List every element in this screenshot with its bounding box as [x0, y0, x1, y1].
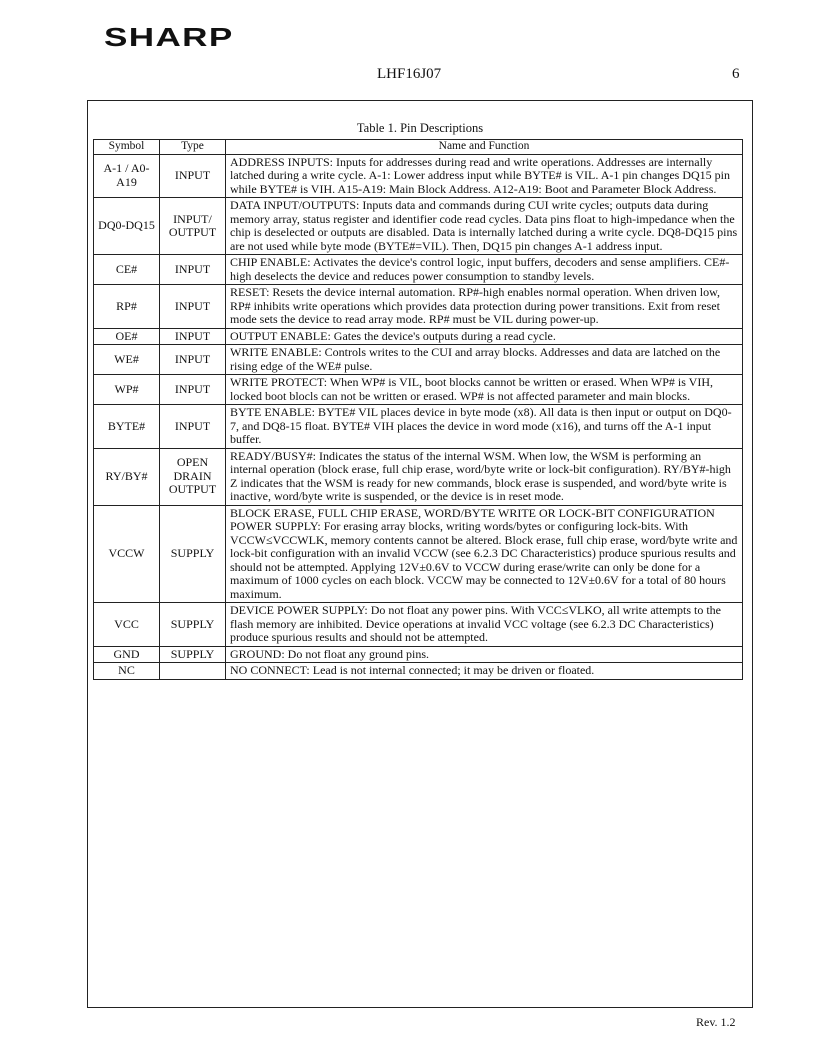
pin-function: NO CONNECT: Lead is not internal connected; it may be driven or floated.: [226, 663, 743, 680]
pin-symbol: VCCW: [94, 505, 160, 603]
table-row: [94, 375, 743, 405]
document-id: LHF16J07: [377, 66, 442, 82]
pin-function: CHIP ENABLE: Activates the device's control logic, input buffers, decoders and sense amplifiers. CE#-high deselects the device and reduces power consumption to standby levels.: [226, 255, 743, 285]
pin-symbol: OE#: [94, 328, 160, 345]
pin-function: BLOCK ERASE, FULL CHIP ERASE, WORD/BYTE WRITE OR LOCK-BIT CONFIGURATION POWER SUPPLY: For erasing array blocks, writing words/bytes or configuring lock-bits. With VCCW≤VCCWLK, memory contents cannot be altered. Block erase, full chip erase, word/byte write and lock-bit configuration with an invalid VCCW (see 6.2.3 DC Characteristics) produce spurious results and should not be attempted. Applying 12V±0.6V to VCCW during erase/write can only be done for a maximum of 1000 cycles on each block. VCCW may be connected to 12V±0.6V for a total of 80 hours maximum.: [226, 505, 743, 603]
table-caption: Table 1. Pin Descriptions: [356, 121, 484, 135]
pin-type: SUPPLY: [160, 646, 226, 663]
pin-symbol: WP#: [94, 375, 160, 405]
pin-type: INPUT/ OUTPUT: [160, 198, 226, 255]
revision-label: Rev. 1.2: [696, 1015, 736, 1029]
pin-function: ADDRESS INPUTS: Inputs for addresses during read and write operations. Addresses are internally latched during a write cycle. A-1: Lower address input while BYTE# is VIL. A-1 pin changes DQ15 pin while BYTE# is VIH. A15-A19: Main Block Address. A12-A19: Boot and Parameter Block Address.: [226, 154, 743, 198]
pin-type: INPUT: [160, 345, 226, 375]
pin-function: WRITE PROTECT: When WP# is VIL, boot blocks cannot be written or erased. When WP# is VIH, locked boot blocls can not be written or erased. WP# is not affected parameter and main blocks.: [226, 375, 743, 405]
pin-descriptions-table: [93, 139, 743, 680]
pin-type: INPUT: [160, 154, 226, 198]
pin-type: [160, 663, 226, 680]
pin-function: WRITE ENABLE: Controls writes to the CUI and array blocks. Addresses and data are latched on the rising edge of the WE# pulse.: [226, 345, 743, 375]
pin-symbol: GND: [94, 646, 160, 663]
table-row: [94, 505, 743, 603]
table-row: [94, 198, 743, 255]
column-header-function: Name and Function: [226, 140, 743, 155]
pin-symbol: WE#: [94, 345, 160, 375]
pin-symbol: RY/BY#: [94, 448, 160, 505]
pin-function: RESET: Resets the device internal automation. RP#-high enables normal operation. When driven low, RP# inhibits write operations which provides data protection during power transitions. Exit from reset mode sets the device to read array mode. RP# must be VIL during power-up.: [226, 285, 743, 329]
table-row: [94, 405, 743, 449]
table-row: [94, 603, 743, 647]
table-row: [94, 154, 743, 198]
pin-symbol: VCC: [94, 603, 160, 647]
pin-type: INPUT: [160, 285, 226, 329]
table-row: [94, 646, 743, 663]
pin-type: INPUT: [160, 255, 226, 285]
page-number: 6: [732, 66, 740, 82]
pin-function: OUTPUT ENABLE: Gates the device's outputs during a read cycle.: [226, 328, 743, 345]
pin-symbol: BYTE#: [94, 405, 160, 449]
pin-symbol: A-1 / A0-A19: [94, 154, 160, 198]
table-row: [94, 345, 743, 375]
pin-symbol: DQ0-DQ15: [94, 198, 160, 255]
sharp-logo: SHARP: [104, 22, 234, 52]
pin-type: INPUT: [160, 375, 226, 405]
pin-function: GROUND: Do not float any ground pins.: [226, 646, 743, 663]
pin-function: BYTE ENABLE: BYTE# VIL places device in byte mode (x8). All data is then input or output on DQ0-7, and DQ8-15 float. BYTE# VIH places the device in word mode (x16), and turns off the A-1 input buffer.: [226, 405, 743, 449]
column-header-symbol: Symbol: [94, 140, 160, 155]
pin-symbol: RP#: [94, 285, 160, 329]
table-row: [94, 663, 743, 680]
table-row: [94, 448, 743, 505]
pin-function: DEVICE POWER SUPPLY: Do not float any power pins. With VCC≤VLKO, all write attempts to the flash memory are inhibited. Device operations at invalid VCC voltage (see 6.2.3 DC Characteristics) produce spurious results and should not be attempted.: [226, 603, 743, 647]
pin-type: SUPPLY: [160, 603, 226, 647]
pin-type: SUPPLY: [160, 505, 226, 603]
pin-symbol: CE#: [94, 255, 160, 285]
pin-type: INPUT: [160, 405, 226, 449]
table-header-row: [94, 140, 743, 155]
table-row: [94, 285, 743, 329]
table-row: [94, 328, 743, 345]
table-row: [94, 255, 743, 285]
page-frame: [87, 100, 753, 1008]
pin-type: INPUT: [160, 328, 226, 345]
column-header-type: Type: [160, 140, 226, 155]
pin-type: OPEN DRAIN OUTPUT: [160, 448, 226, 505]
pin-symbol: NC: [94, 663, 160, 680]
pin-function: READY/BUSY#: Indicates the status of the internal WSM. When low, the WSM is performing an internal operation (block erase, full chip erase, word/byte write or lock-bit configuration). RY/BY#-high Z indicates that the WSM is ready for new commands, block erase is suspended, and word/byte write is inactive, word/byte write is suspended, or the device is in reset mode.: [226, 448, 743, 505]
pin-function: DATA INPUT/OUTPUTS: Inputs data and commands during CUI write cycles; outputs data during memory array, status register and identifier code read cycles. Data pins float to high-impedance when the chip is deselected or outputs are disabled. Data is internally latched during a write cycle. DQ8-DQ15 pins are not used while byte mode (BYTE#=VIL). Then, DQ15 pin changes A-1 address input.: [226, 198, 743, 255]
